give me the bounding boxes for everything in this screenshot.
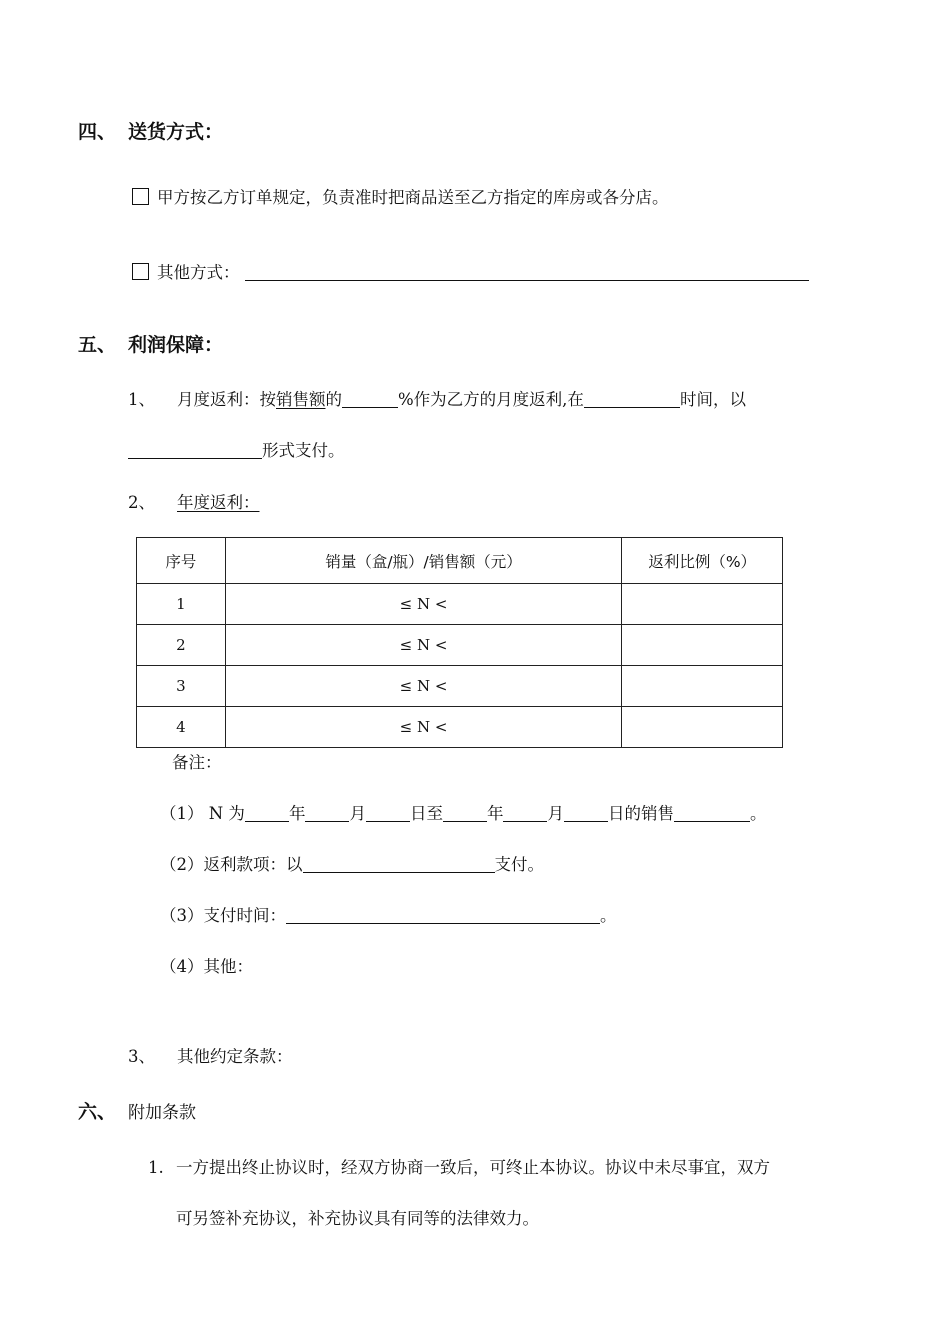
note-3	[160, 902, 617, 926]
monthly-percent-field[interactable]	[342, 391, 398, 408]
section-5-heading	[78, 330, 223, 357]
item-1-number: 1、	[128, 390, 155, 409]
delivery-option-1	[132, 184, 669, 208]
delivery-option-2-label: 其他方式：	[157, 263, 240, 282]
section-4-heading	[78, 117, 223, 144]
row-ratio-cell[interactable]	[622, 666, 783, 707]
sales-amount-text: 销售额	[276, 390, 326, 409]
row-seq: 1	[137, 584, 226, 625]
monthly-time-field[interactable]	[584, 391, 680, 408]
note-3-text-a: （3）支付时间：	[160, 906, 286, 925]
section-6-number: 六、	[78, 1101, 117, 1123]
monthly-rebate-text-c: %作为乙方的月度返利,在	[398, 390, 584, 409]
row-range-cell[interactable]: ≤ N <	[225, 625, 622, 666]
annual-rebate-line	[128, 489, 260, 513]
row-range-cell[interactable]: ≤ N <	[225, 584, 622, 625]
section-4-title: 送货方式：	[128, 121, 224, 143]
section-5-number: 五、	[78, 334, 117, 356]
row-seq: 3	[137, 666, 226, 707]
end-year-field[interactable]	[443, 805, 487, 822]
other-terms-line	[128, 1043, 293, 1067]
note-2	[160, 851, 544, 875]
other-terms-label: 其他约定条款：	[177, 1047, 293, 1066]
table-row	[137, 707, 783, 748]
item-2-number: 2、	[128, 493, 155, 512]
note-4: （4）其他：	[160, 957, 253, 976]
table-header-row	[137, 538, 783, 584]
row-ratio-cell[interactable]	[622, 707, 783, 748]
row-range-cell[interactable]: ≤ N <	[225, 666, 622, 707]
start-year-field[interactable]	[245, 805, 289, 822]
monthly-rebate-text-e: 形式支付。	[262, 441, 345, 460]
monthly-rebate-line-2	[128, 437, 345, 461]
annual-rebate-label: 年度返利：	[177, 493, 260, 512]
additional-term-1-line-1	[148, 1154, 770, 1178]
note-3-text-b: 。	[600, 906, 617, 925]
delivery-option-1-label: 甲方按乙方订单规定，负责准时把商品送至乙方指定的库房或各分店。	[157, 188, 669, 207]
monthly-rebate-line-1	[128, 386, 746, 410]
header-seq: 序号	[137, 538, 226, 584]
row-seq: 4	[137, 707, 226, 748]
end-month-field[interactable]	[503, 805, 547, 822]
header-ratio: 返利比例（%）	[622, 538, 783, 584]
payment-time-field[interactable]	[286, 907, 600, 924]
section-6-title: 附加条款	[128, 1103, 196, 1123]
table-row	[137, 625, 783, 666]
notes-label: 备注：	[172, 753, 222, 772]
note-1-year-b: 年	[486, 804, 504, 823]
row-ratio-cell[interactable]	[622, 584, 783, 625]
other-method-field[interactable]	[245, 264, 809, 281]
note-1-month-a: 月	[349, 804, 366, 823]
note-1-dayto: 日至	[409, 804, 443, 823]
section-4-number: 四、	[78, 121, 117, 143]
note-1	[160, 800, 766, 824]
section-5-title: 利润保障：	[128, 334, 224, 356]
delivery-option-2-checkbox[interactable]	[132, 263, 149, 280]
sales-type-field[interactable]	[674, 805, 750, 822]
row-seq: 2	[137, 625, 226, 666]
monthly-rebate-text-b: 的	[325, 390, 342, 409]
note-1-year-a: 年	[288, 804, 306, 823]
table-row	[137, 666, 783, 707]
monthly-rebate-text-d: 时间，以	[679, 390, 746, 409]
annual-rebate-table	[136, 537, 783, 748]
note-1-month-b: 月	[547, 804, 564, 823]
additional-term-1-text-1: 一方提出终止协议时，经双方协商一致后，可终止本协议。协议中未尽事宜，双方	[176, 1158, 770, 1177]
delivery-option-2	[132, 259, 809, 283]
payment-form-field[interactable]	[128, 442, 262, 459]
additional-term-1-line-2: 可另签补充协议，补充协议具有同等的法律效力。	[176, 1209, 539, 1228]
note-1-end: 。	[749, 804, 767, 823]
note-1-day: 日的销售	[607, 804, 674, 823]
rebate-payment-method-field[interactable]	[303, 856, 495, 873]
header-sales: 销量（盒/瓶）/销售额（元）	[225, 538, 622, 584]
delivery-option-1-checkbox[interactable]	[132, 188, 149, 205]
table-row	[137, 584, 783, 625]
row-ratio-cell[interactable]	[622, 625, 783, 666]
item-3-number: 3、	[128, 1047, 155, 1066]
end-day-field[interactable]	[564, 805, 608, 822]
start-month-field[interactable]	[305, 805, 349, 822]
note-2-text-b: 支付。	[494, 855, 544, 874]
row-range-cell[interactable]: ≤ N <	[225, 707, 622, 748]
monthly-rebate-text-a: 月度返利：按	[177, 390, 276, 409]
additional-term-1-number: 1.	[148, 1158, 164, 1177]
note-2-text-a: （2）返利款项：以	[160, 855, 303, 874]
section-6-heading	[78, 1097, 196, 1124]
start-day-field[interactable]	[366, 805, 410, 822]
note-1-text-a: （1） N 为	[160, 804, 245, 823]
